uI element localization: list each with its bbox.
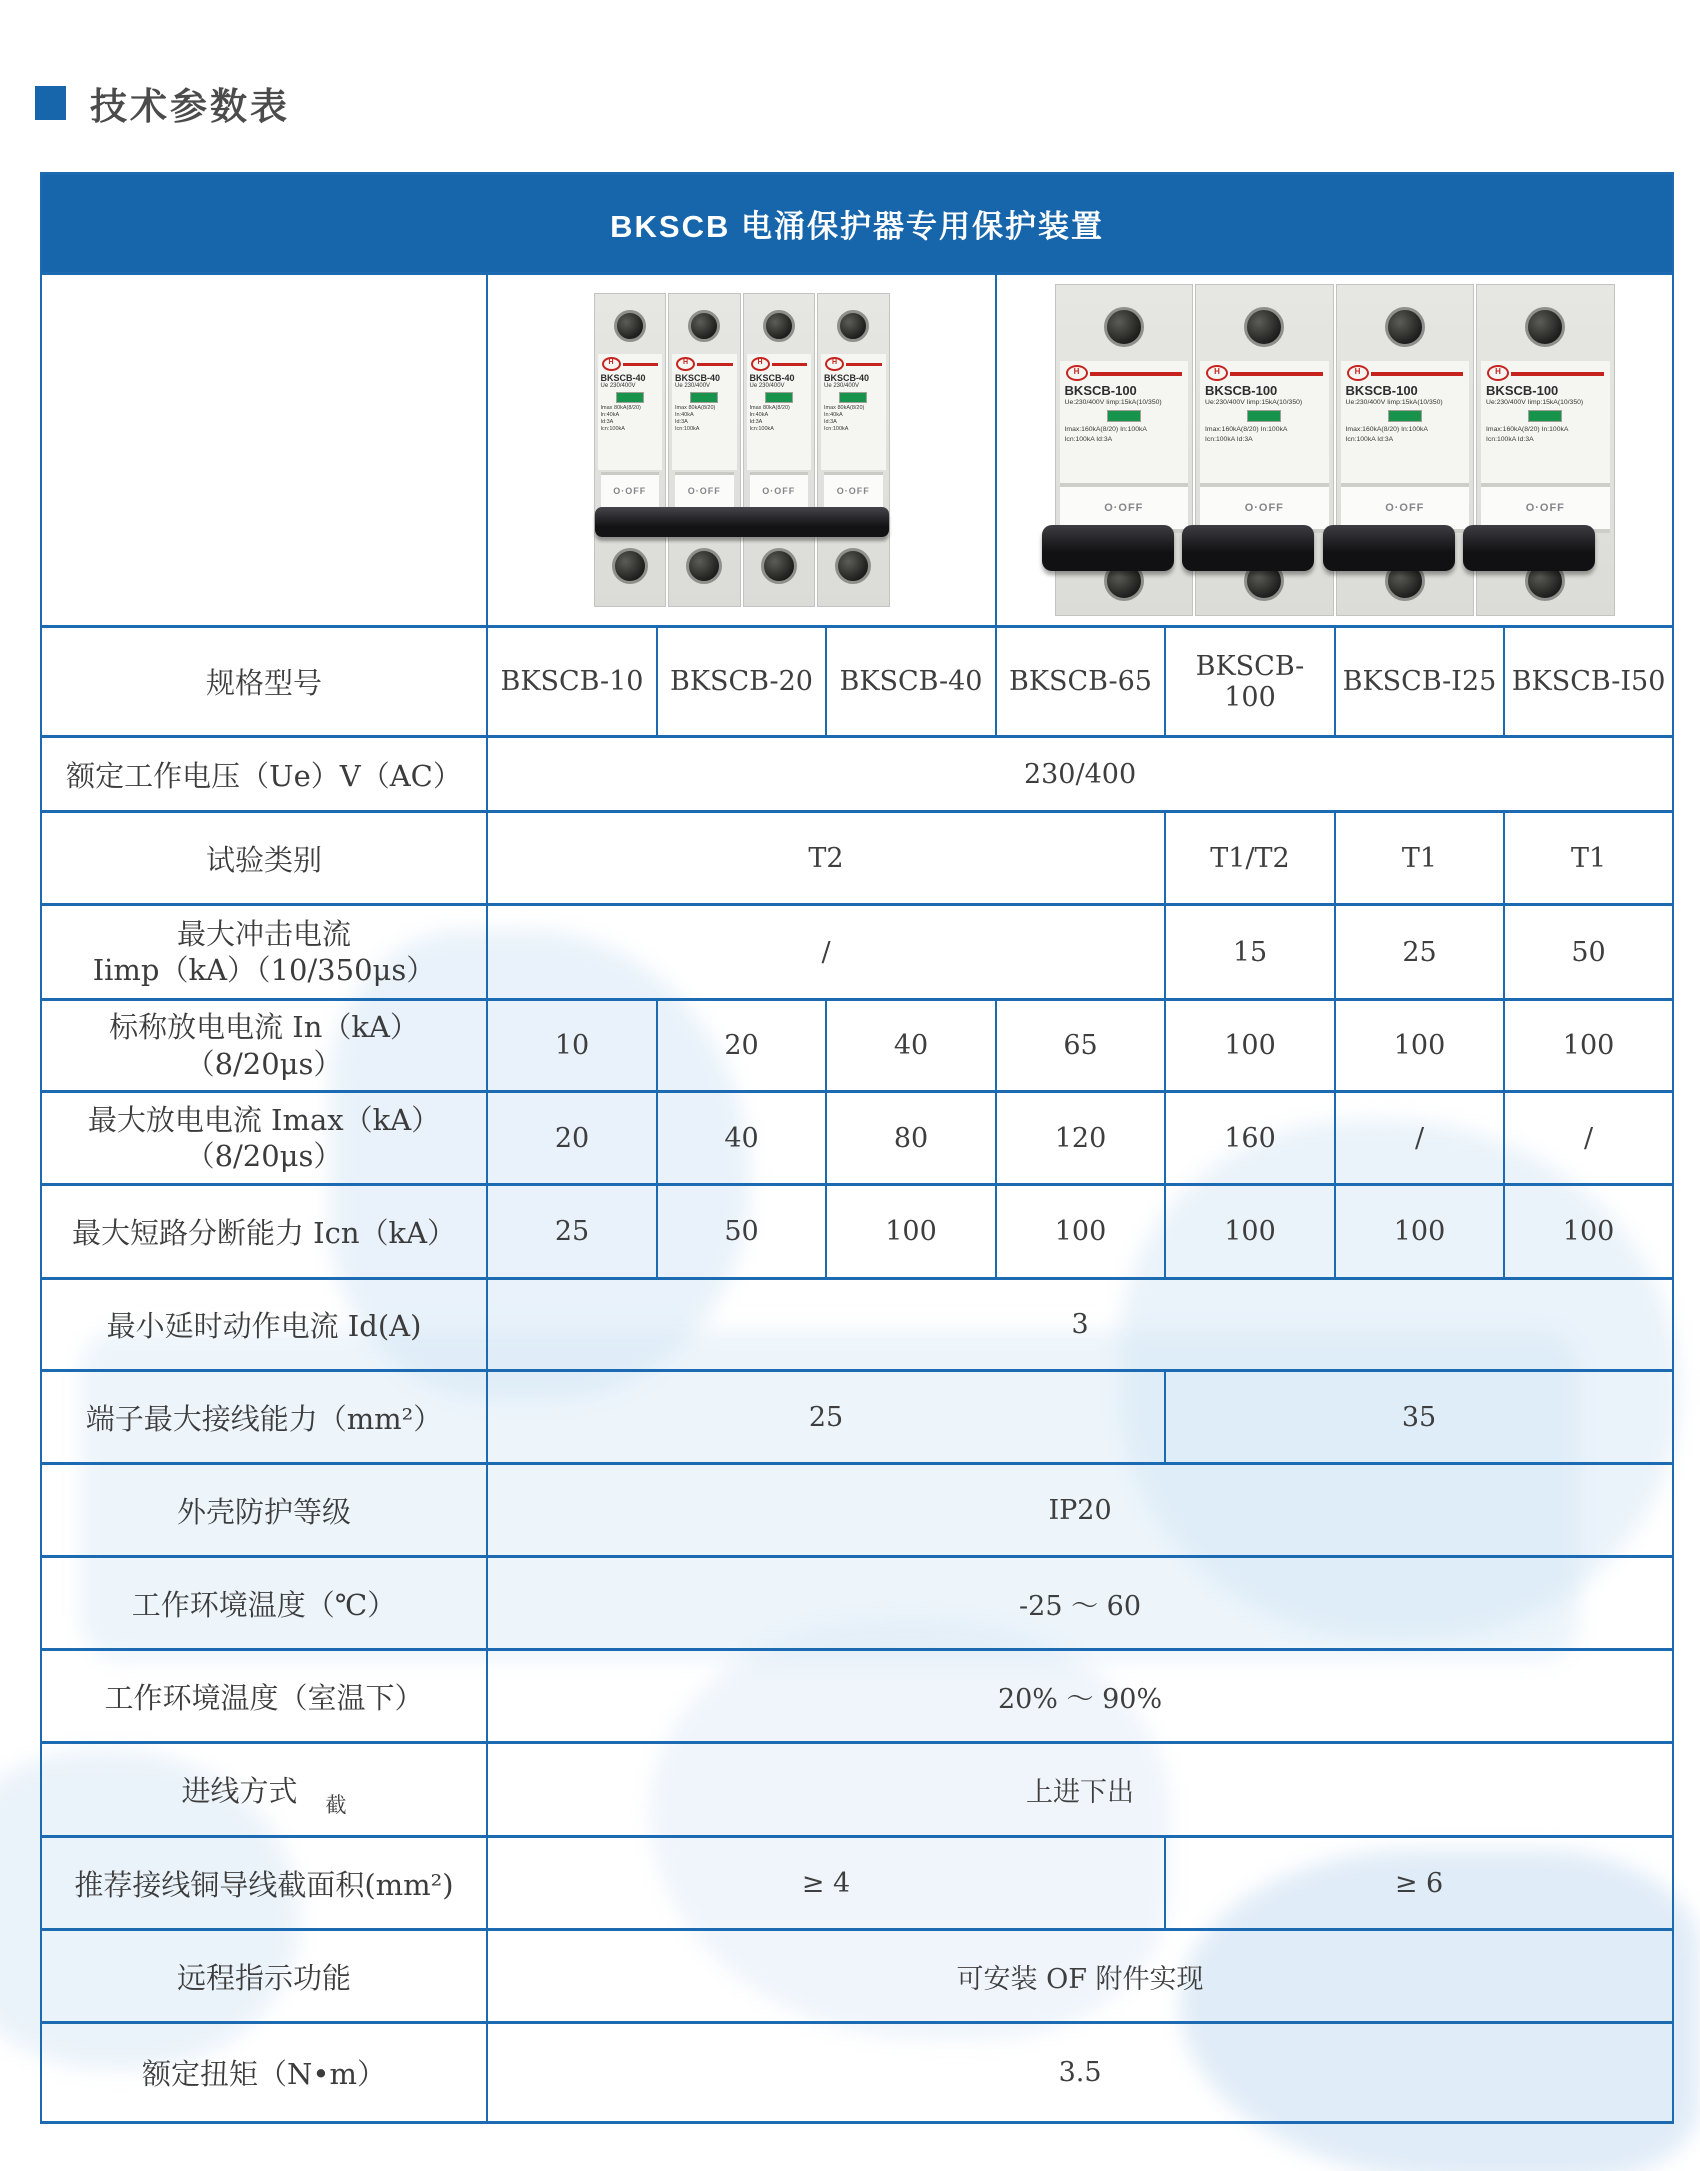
row-label-spec-model: 规格型号: [41, 627, 487, 737]
row-label-rated-voltage: 额定工作电压（Ue）V（AC）: [41, 737, 487, 812]
screw-icon: [686, 548, 722, 584]
breaker-spec-line: Icn:100kA: [675, 426, 700, 432]
product-image-cell-large: [996, 274, 1673, 627]
value-cell: 35: [1165, 1371, 1673, 1464]
status-indicator: [616, 392, 644, 403]
value-cell: 20: [487, 1092, 657, 1185]
value-cell: 100: [996, 1185, 1165, 1279]
value-cell: 3.5: [487, 2023, 1673, 2123]
breaker-spec-line: Imax:160kA(8/20) In:100kA: [1345, 426, 1428, 433]
value-cell: 40: [826, 1000, 996, 1092]
value-cell: 上进下出: [487, 1743, 1673, 1837]
breaker-spec-line: Id:3A: [749, 419, 763, 425]
value-cell: T1/T2: [1165, 812, 1335, 905]
breaker-spec-line: Imax:160kA(8/20) In:100kA: [1486, 426, 1569, 433]
value-cell: 80: [826, 1092, 996, 1185]
breaker-pole: [817, 293, 890, 607]
label-line: 标称放电电流 In（kA）: [109, 1010, 419, 1045]
value-cell: 100: [1504, 1000, 1673, 1092]
value-cell: T1: [1335, 812, 1504, 905]
label-line: （8/20μs）: [185, 1139, 343, 1173]
breaker-face: [821, 354, 886, 470]
model-cell: BKSCB-65: [996, 627, 1165, 737]
screw-icon: [1244, 307, 1284, 347]
label-extra-char: 截: [325, 1793, 347, 1817]
breaker-face: [1200, 361, 1329, 487]
breaker-spec-line: Id:3A: [600, 419, 614, 425]
breaker-face: [747, 354, 812, 470]
row-label-wiring-direction: [41, 1743, 487, 1837]
breaker-spec-line: Icn:100kA Id:3A: [1486, 436, 1534, 443]
value-cell: 20: [657, 1000, 826, 1092]
breaker-spec-line: Imax 80kA(8/20): [600, 405, 641, 411]
logo-line: [846, 363, 882, 366]
value-cell: T2: [487, 812, 1165, 905]
row-label-operating-humidity: 工作环境温度（室温下）: [41, 1650, 487, 1743]
model-cell: BKSCB-20: [657, 627, 826, 737]
value-cell: 230/400: [487, 737, 1673, 812]
row-label-operating-temp: 工作环境温度（℃）: [41, 1557, 487, 1650]
row-label-iimp: [41, 905, 487, 1000]
row-label-imax: [41, 1092, 487, 1185]
screw-icon: [837, 310, 869, 342]
breaker-spec-line: Imax 80kA(8/20): [824, 405, 865, 411]
off-window: O·OFF: [1341, 483, 1470, 533]
breaker-pole: [1195, 284, 1334, 616]
breaker-voltage-label: Ue:230/400V Iimp:15kA(10/350): [1345, 399, 1443, 406]
breaker-spec-line: Imax:160kA(8/20) In:100kA: [1064, 426, 1147, 433]
breaker-model-label: BKSCB-100: [1486, 383, 1559, 398]
breaker-voltage-label: Ue:230/400V Iimp:15kA(10/350): [1205, 399, 1303, 406]
breaker-pole: [1336, 284, 1475, 616]
model-cell: BKSCB-100: [1165, 627, 1335, 737]
row-label-remote-indication: 远程指示功能: [41, 1930, 487, 2023]
breaker-spec-line: Icn:100kA: [824, 426, 849, 432]
value-cell: 15: [1165, 905, 1335, 1000]
row-label-ip-rating: 外壳防护等级: [41, 1464, 487, 1557]
breaker-spec-line: Icn:100kA: [749, 426, 774, 432]
image-row-label-cell: [41, 274, 487, 627]
row-label-wire-cross-section: 推荐接线铜导线截面积(mm²): [41, 1837, 487, 1930]
breaker-handle: [1463, 525, 1595, 571]
breaker-voltage-label: Ue 230/400V: [749, 383, 785, 389]
breaker-spec-line: Imax 80kA(8/20): [749, 405, 790, 411]
product-image-bkscb-100: [1055, 284, 1615, 616]
breaker-face: [1481, 361, 1610, 487]
value-cell: 160: [1165, 1092, 1335, 1185]
breaker-model-label: BKSCB-40: [675, 373, 721, 383]
breaker-spec-line: In:40kA: [749, 412, 769, 418]
product-image-bkscb-40: [594, 293, 890, 607]
screw-icon: [1525, 307, 1565, 347]
model-cell: BKSCB-I25: [1335, 627, 1504, 737]
off-window: O·OFF: [601, 472, 660, 510]
brand-logo-icon: H: [751, 357, 770, 371]
breaker-handle: [1323, 525, 1455, 571]
value-cell: 100: [1165, 1185, 1335, 1279]
breaker-voltage-label: Ue:230/400V Iimp:15kA(10/350): [1486, 399, 1584, 406]
breaker-voltage-label: Ue:230/400V Iimp:15kA(10/350): [1064, 399, 1162, 406]
off-window: O·OFF: [1200, 483, 1329, 533]
label-line: 进线方式: [181, 1774, 298, 1808]
logo-line: [623, 363, 659, 366]
screw-icon: [835, 548, 871, 584]
off-window: O·OFF: [675, 472, 734, 510]
model-cell: BKSCB-40: [826, 627, 996, 737]
breaker-spec-line: Imax 80kA(8/20): [675, 405, 716, 411]
screw-icon: [614, 310, 646, 342]
value-cell: /: [1335, 1092, 1504, 1185]
breaker-spec-line: Icn:100kA: [600, 426, 625, 432]
off-window: O·OFF: [750, 472, 809, 510]
brand-logo-icon: H: [1206, 365, 1228, 381]
value-cell: 40: [657, 1092, 826, 1185]
breaker-model-label: BKSCB-40: [749, 373, 795, 383]
screw-icon: [763, 310, 795, 342]
row-label-rated-torque: 额定扭矩（N•m）: [41, 2023, 487, 2123]
breaker-spec-line: Icn:100kA Id:3A: [1345, 436, 1394, 443]
value-cell: 25: [487, 1185, 657, 1279]
blue-square-icon: [35, 86, 66, 120]
value-cell: 可安装 OF 附件实现: [487, 1930, 1673, 2023]
logo-line: [1371, 372, 1464, 376]
model-cell: BKSCB-10: [487, 627, 657, 737]
value-cell: 100: [1165, 1000, 1335, 1092]
brand-logo-icon: H: [1487, 365, 1509, 381]
breaker-model-label: BKSCB-40: [600, 373, 646, 383]
value-cell: 120: [996, 1092, 1165, 1185]
breaker-model-label: BKSCB-100: [1345, 383, 1418, 398]
value-cell: ≥ 4: [487, 1837, 1165, 1930]
row-label-terminal-capacity: 端子最大接线能力（mm²）: [41, 1371, 487, 1464]
breaker-spec-line: In:40kA: [675, 412, 694, 418]
value-cell: 50: [1504, 905, 1673, 1000]
breaker-pole: [594, 293, 667, 607]
breaker-face: [598, 354, 663, 470]
screw-icon: [761, 548, 797, 584]
breaker-model-label: BKSCB-40: [824, 373, 870, 383]
breaker-face: [672, 354, 737, 470]
breaker-pole: [1055, 284, 1194, 616]
screw-icon: [1385, 307, 1425, 347]
brand-logo-icon: H: [1066, 365, 1088, 381]
breaker-face: [1341, 361, 1470, 487]
label-line: （8/20μs）: [185, 1046, 343, 1081]
breaker-face: [1060, 361, 1189, 487]
status-indicator: [839, 392, 867, 403]
value-cell: 100: [826, 1185, 996, 1279]
row-label-id-current: 最小延时动作电流 Id(A): [41, 1279, 487, 1371]
breaker-handle-bar: [595, 507, 889, 537]
label-line: 最大冲击电流: [176, 916, 351, 951]
breaker-pole: [668, 293, 741, 607]
row-label-in: [41, 1000, 487, 1092]
status-indicator: [690, 392, 718, 403]
logo-line: [1511, 372, 1604, 376]
label-line: 最大放电电流 Imax（kA）: [87, 1102, 441, 1137]
brand-logo-icon: H: [676, 357, 695, 371]
logo-line: [697, 363, 733, 366]
logo-line: [1230, 372, 1323, 376]
brand-logo-icon: H: [1347, 365, 1369, 381]
spec-table: [40, 172, 1674, 2124]
value-cell: -25 ～ 60: [487, 1557, 1673, 1650]
row-label-test-class: 试验类别: [41, 812, 487, 905]
breaker-voltage-label: Ue 230/400V: [675, 383, 711, 389]
product-image-cell-small: [487, 274, 996, 627]
screw-icon: [612, 548, 648, 584]
breaker-voltage-label: Ue 230/400V: [824, 383, 860, 389]
logo-line: [1090, 372, 1183, 376]
value-cell: 100: [1504, 1185, 1673, 1279]
value-cell: /: [487, 905, 1165, 1000]
page-title: 技术参数表: [90, 86, 290, 127]
breaker-spec-line: Icn:100kA Id:3A: [1064, 436, 1113, 443]
value-cell: /: [1504, 1092, 1673, 1185]
status-indicator: [765, 392, 793, 403]
breaker-pole: [1476, 284, 1615, 616]
value-cell: 50: [657, 1185, 826, 1279]
value-cell: 25: [487, 1371, 1165, 1464]
breaker-spec-line: In:40kA: [824, 412, 843, 418]
breaker-spec-line: Imax:160kA(8/20) In:100kA: [1205, 426, 1288, 433]
value-cell: 20% ～ 90%: [487, 1650, 1673, 1743]
brand-logo-icon: H: [602, 357, 621, 371]
page-header: [35, 76, 290, 130]
breaker-handle: [1182, 525, 1314, 571]
status-indicator: [1388, 410, 1422, 422]
value-cell: T1: [1504, 812, 1673, 905]
off-window: O·OFF: [824, 472, 883, 510]
status-indicator: [1247, 410, 1281, 422]
breaker-voltage-label: Ue 230/400V: [600, 383, 636, 389]
value-cell: 100: [1335, 1185, 1504, 1279]
screw-icon: [688, 310, 720, 342]
brand-logo-icon: H: [825, 357, 844, 371]
value-cell: 25: [1335, 905, 1504, 1000]
value-cell: 100: [1335, 1000, 1504, 1092]
status-indicator: [1107, 410, 1141, 422]
value-cell: 10: [487, 1000, 657, 1092]
breaker-spec-line: In:40kA: [600, 412, 620, 418]
value-cell: 65: [996, 1000, 1165, 1092]
value-cell: IP20: [487, 1464, 1673, 1557]
screw-icon: [1104, 307, 1144, 347]
row-label-icn: 最大短路分断能力 Icn（kA）: [41, 1185, 487, 1279]
value-cell: ≥ 6: [1165, 1837, 1673, 1930]
logo-line: [772, 363, 808, 366]
value-cell: 3: [487, 1279, 1673, 1371]
status-indicator: [1528, 410, 1562, 422]
breaker-model-label: BKSCB-100: [1064, 383, 1137, 398]
label-line: Iimp（kA）（10/350μs）: [92, 953, 436, 987]
breaker-model-label: BKSCB-100: [1205, 383, 1278, 398]
breaker-spec-line: Icn:100kA Id:3A: [1205, 436, 1253, 443]
table-title: BKSCB 电涌保护器专用保护装置: [41, 174, 1673, 274]
model-cell: BKSCB-I50: [1504, 627, 1673, 737]
off-window: O·OFF: [1060, 483, 1189, 533]
breaker-pole: [743, 293, 816, 607]
breaker-spec-line: Id:3A: [675, 419, 688, 425]
off-window: O·OFF: [1481, 483, 1610, 533]
breaker-spec-line: Id:3A: [824, 419, 837, 425]
breaker-handle: [1042, 525, 1174, 571]
